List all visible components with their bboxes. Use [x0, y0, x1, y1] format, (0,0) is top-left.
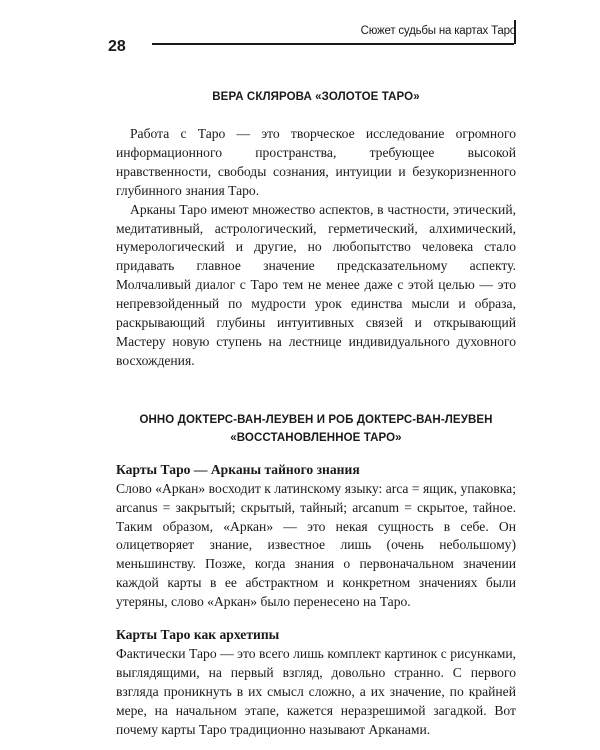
running-title: Сюжет судьбы на картах Таро — [360, 25, 516, 37]
section-title-docters: ОННО ДОКТЕРС-ВАН-ЛЕУВЕН И РОБ ДОКТЕРС-ВАН-ЛЕУВЕН «ВОССТАНОВЛЕННОЕ ТАРО» — [139, 413, 493, 444]
page-content — [116, 88, 516, 739]
header-rule — [152, 43, 514, 45]
paragraph: Работа с Таро — это творческое исследование огромного информационного пространства, требующее высокой нравственности, свободы сознания, интуиции и безукоризненного глубинного знания Таро. — [116, 126, 516, 198]
paragraph: Фактически Таро — это всего лишь комплект картинок с рисунками, выглядящими, на первый взгляд, довольно странно. С первого взгляда проникнуть в их смысл сложно, а их значение, по крайней мере, на начальном этапе, кажется неразрешимой загадкой. Вот почему карты Таро традиционно называют Арканами. — [116, 645, 516, 737]
page-number: 28 — [108, 38, 126, 55]
paragraph: Арканы Таро имеют множество аспектов, в частности, этический, медитативный, астрологический, герметический, алхимический, нумерологический и другие, но любопытство человека стало придавать главное значение предсказательному аспекту. Молчаливый диалог с Таро тем не менее даже с этой целью — это непревзойденный по мудрости урок единства мысли и образа, раскрывающий глубины интуитивных связей и открывающий Мастеру новую ступень на лестнице индивидуального духовного восхождения. — [116, 201, 516, 368]
paragraph: Слово «Аркан» восходит к латинскому языку: arca = ящик, упаковка; arcanus = закрытый; скрытый, тайный; arcanum = скрытое, тайное. Таким образом, «Аркан» — это некая сущность в себе. Он олицетворяет знание, известное лишь (очень небольшому) меньшинству. Позже, когда знания о первоначальном значении каждой карты в ее абстрактном и конкретном значениях были утеряны, слово «Аркан» было перенесено на Таро. — [116, 480, 516, 610]
subsection-title-archetypes: Карты Таро как архетипы — [116, 627, 280, 643]
subsection-title-arcana: Карты Таро — Арканы тайного знания — [116, 461, 360, 477]
section-title-sklyarova: ВЕРА СКЛЯРОВА «ЗОЛОТОЕ ТАРО» — [212, 91, 420, 103]
header-rule-tick — [514, 20, 516, 44]
